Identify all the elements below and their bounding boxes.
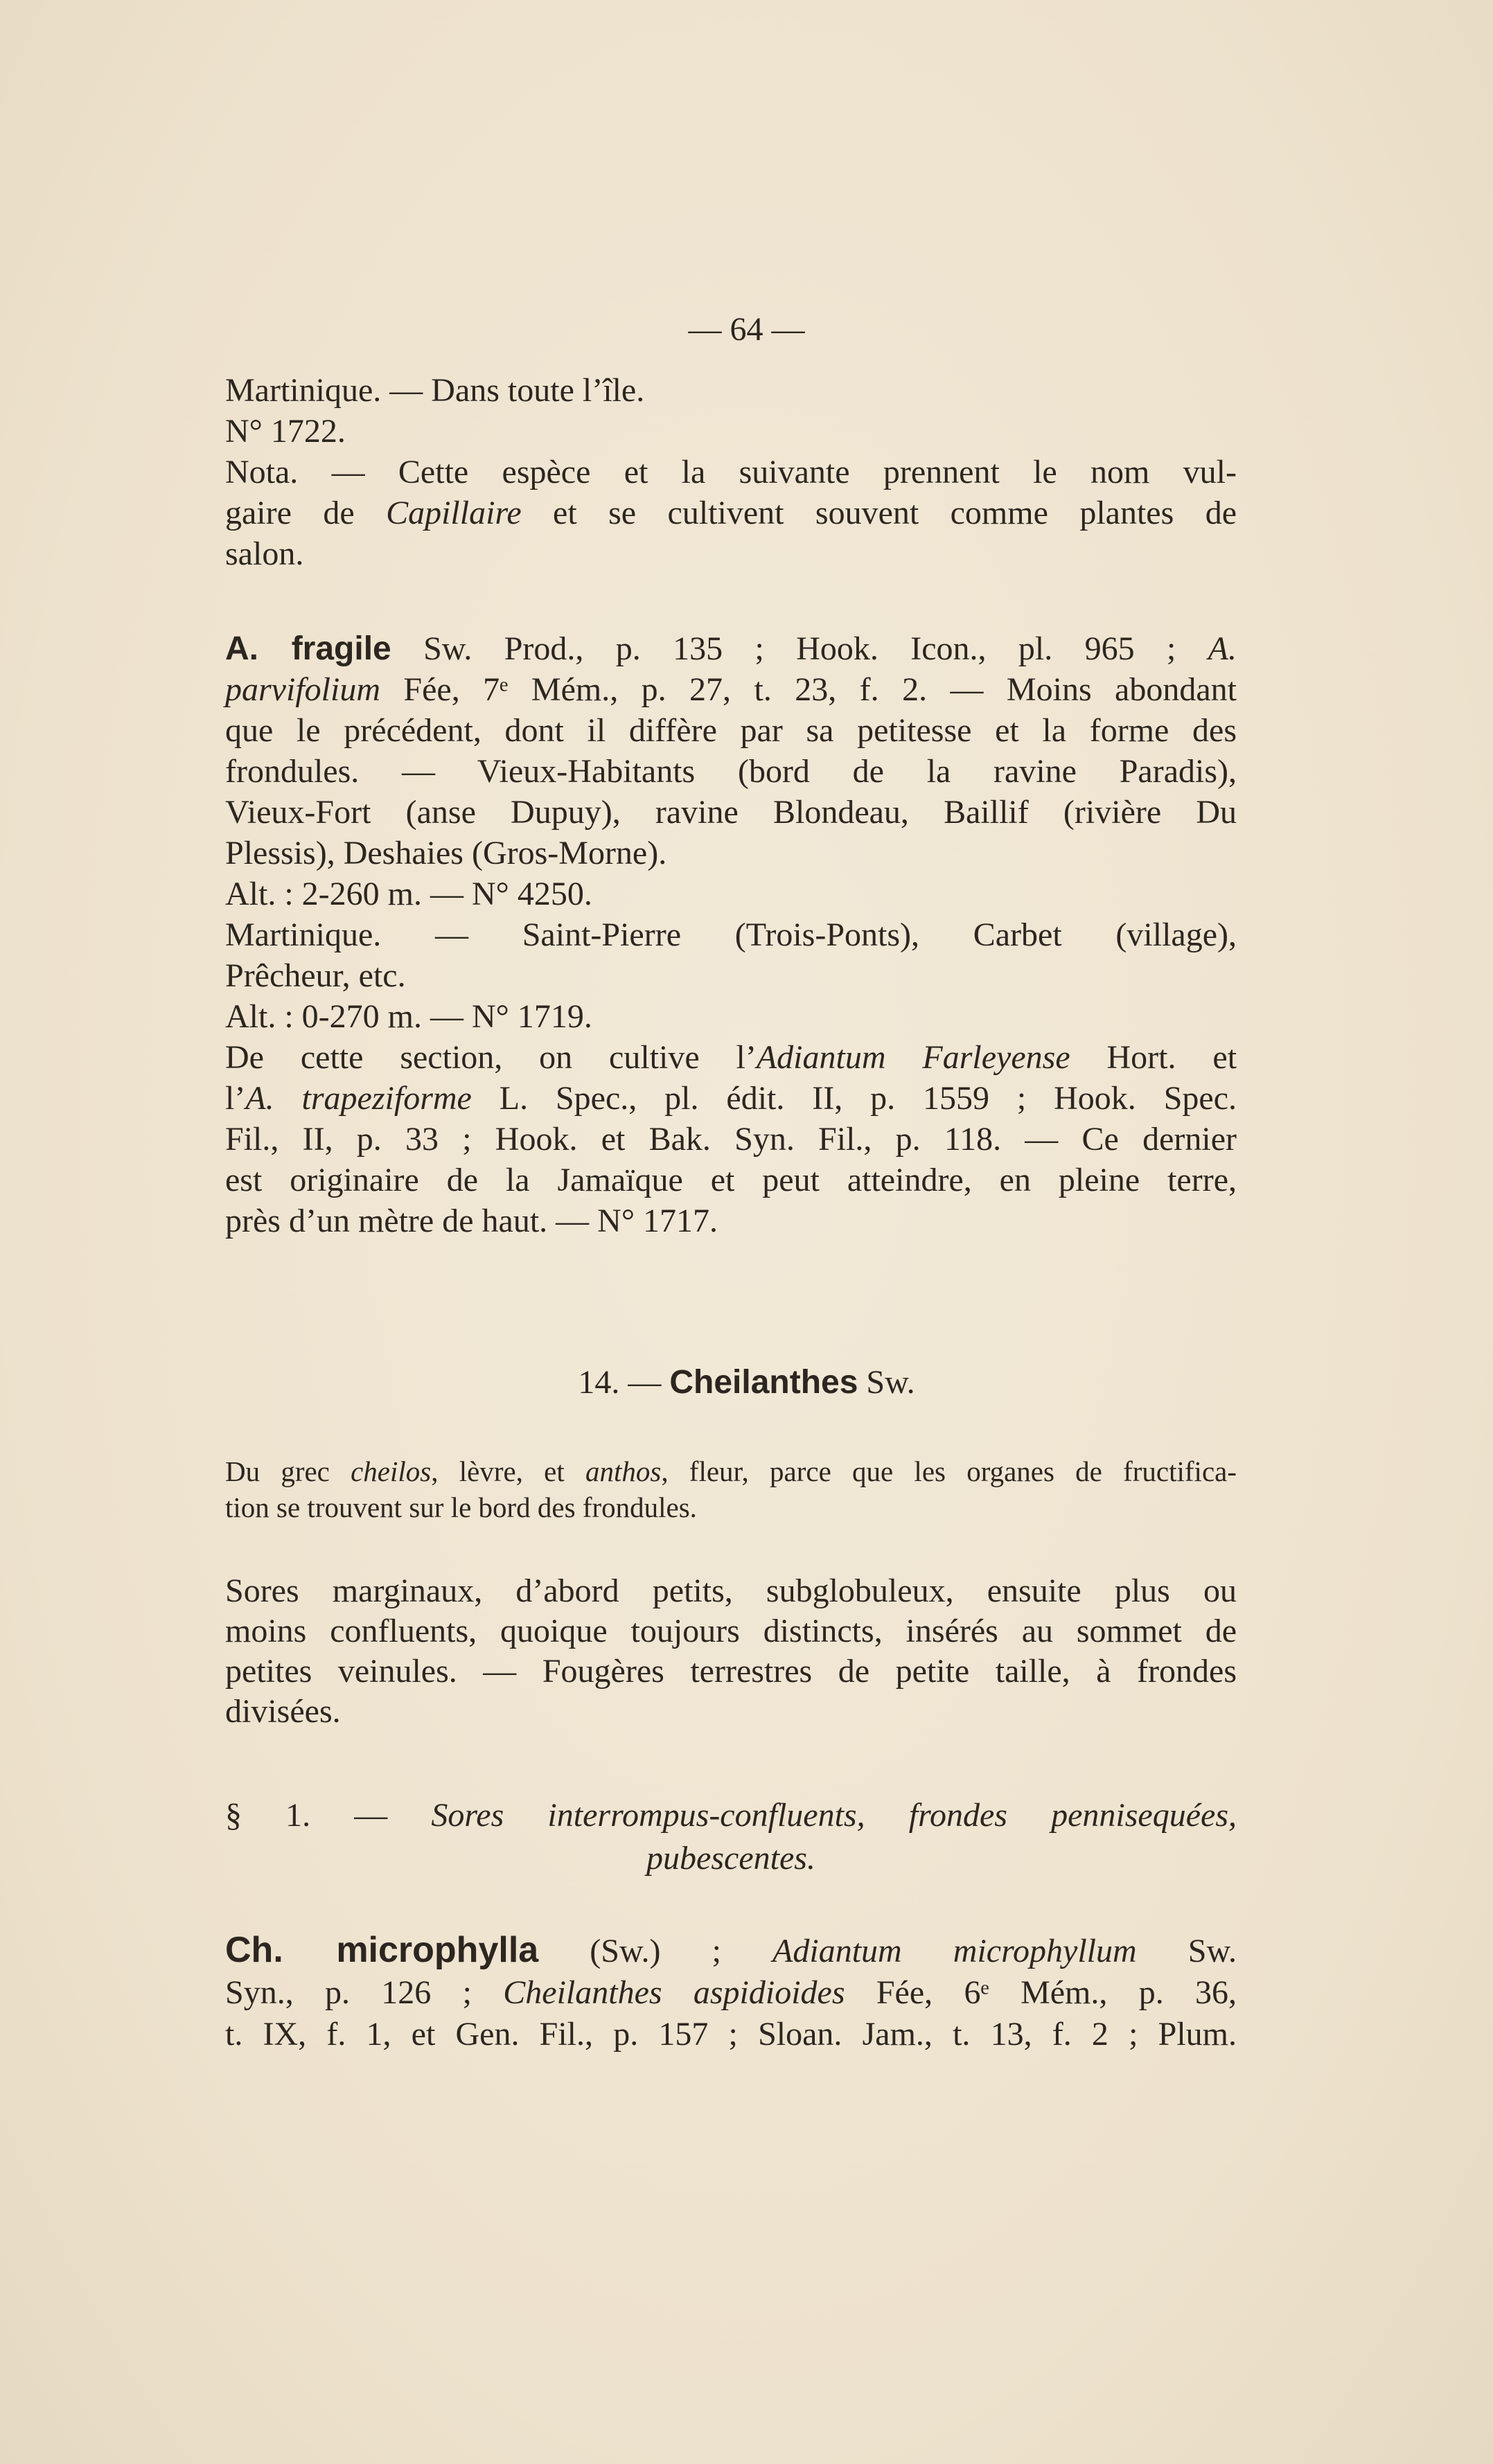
text-fragment: L. Spec., pl. édit. II, p. 1559 ; Hook. Spec. bbox=[471, 1080, 1237, 1117]
text-fragment: (Sw.) ; bbox=[538, 1933, 773, 1969]
text-line: N° 1722. bbox=[225, 413, 346, 450]
paragraph-martinique-intro bbox=[225, 370, 1237, 574]
text-line bbox=[225, 1611, 1237, 1651]
text-line: Alt. : 0-270 m. — N° 1719. bbox=[225, 998, 592, 1035]
italic-term: parvifolium bbox=[225, 671, 380, 708]
text-fragment: gaire de bbox=[225, 495, 387, 531]
text-line bbox=[225, 914, 1237, 955]
text-line-content: Sores marginaux, d’abord petits, subglobuleux, ensuite plus ou bbox=[225, 1572, 1237, 1609]
text-line bbox=[225, 1929, 1237, 1972]
subsection-heading bbox=[225, 1794, 1237, 1880]
text-fragment: , fleur, parce que les organes de fructifica- bbox=[661, 1455, 1237, 1487]
text-line-content: moins confluents, quoique toujours distincts, insérés au sommet de bbox=[225, 1613, 1237, 1649]
species-name: A. fragile bbox=[225, 630, 391, 667]
italic-term: Adiantum microphyllum bbox=[772, 1933, 1137, 1969]
italic-term: anthos bbox=[585, 1455, 662, 1487]
text-line bbox=[225, 1037, 1237, 1078]
genus-name: Cheilanthes bbox=[669, 1364, 858, 1401]
text-fragment: Sw. Prod., p. 135 ; Hook. Icon., pl. 965 ; bbox=[391, 630, 1208, 667]
text-line bbox=[225, 1972, 1237, 2014]
text-line-content: Fil., II, p. 33 ; Hook. et Bak. Syn. Fil., p. 118. — Ce dernier bbox=[225, 1121, 1237, 1158]
text-fragment: et se cultivent souvent comme plantes de bbox=[521, 495, 1237, 531]
italic-term: Sores interrompus-confluents, frondes pennisequées, bbox=[431, 1797, 1237, 1834]
text-line: près d’un mètre de haut. — N° 1717. bbox=[225, 1203, 718, 1239]
text-line bbox=[225, 1651, 1237, 1692]
text-fragment: Sw. bbox=[1136, 1933, 1237, 1969]
species-entry-ch-microphylla bbox=[225, 1929, 1237, 2055]
text-line bbox=[225, 1453, 1237, 1489]
italic-term: Capillaire bbox=[386, 495, 522, 531]
genus-author: Sw. bbox=[858, 1364, 915, 1401]
italic-term: cheilos bbox=[351, 1455, 432, 1487]
text-line-content: petites veinules. — Fougères terrestres de petite taille, à frondes bbox=[225, 1653, 1237, 1690]
text-line bbox=[225, 1794, 1237, 1837]
subsection-prefix: § 1. — bbox=[225, 1797, 432, 1834]
text-line: Prêcheur, etc. bbox=[225, 957, 406, 994]
section-heading-cheilanthes bbox=[0, 1363, 1493, 1401]
text-line-content: frondules. — Vieux-Habitants (bord de la ravine Paradis), bbox=[225, 753, 1237, 790]
page-number: — 64 — bbox=[688, 311, 805, 348]
text-line bbox=[225, 669, 1237, 710]
text-line: tion se trouvent sur le bord des frondules. bbox=[225, 1491, 697, 1523]
text-fragment: , lèvre, et bbox=[431, 1455, 585, 1487]
text-line: salon. bbox=[225, 535, 304, 572]
text-line-content: t. IX, f. 1, et Gen. Fil., p. 157 ; Sloan. Jam., t. 13, f. 2 ; Plum. bbox=[225, 2016, 1237, 2053]
text-fragment: Syn., p. 126 ; bbox=[225, 1974, 504, 2011]
text-line: divisées. bbox=[225, 1693, 341, 1730]
text-fragment: De cette section, on cultive l’ bbox=[225, 1039, 757, 1076]
text-line-content: Vieux-Fort (anse Dupuy), ravine Blondeau, Baillif (rivière Du bbox=[225, 794, 1237, 831]
text-line bbox=[225, 2014, 1237, 2055]
text-line: Alt. : 2-260 m. — N° 4250. bbox=[225, 876, 592, 912]
text-line bbox=[225, 493, 1237, 533]
text-line bbox=[225, 792, 1237, 833]
italic-term: Adiantum Farleyense bbox=[756, 1039, 1070, 1076]
italic-term: A. bbox=[1208, 630, 1237, 667]
text-fragment: Hort. et bbox=[1070, 1039, 1237, 1076]
genus-description bbox=[225, 1571, 1237, 1732]
text-line: pubescentes. bbox=[646, 1840, 815, 1877]
species-name: Ch. microphylla bbox=[225, 1930, 539, 1970]
paragraph-a-fragile bbox=[225, 628, 1237, 1241]
text-line-content: que le précédent, dont il diffère par sa petitesse et la forme des bbox=[225, 712, 1237, 749]
text-line-content: Martinique. — Saint-Pierre (Trois-Ponts), Carbet (village), bbox=[225, 916, 1237, 953]
text-fragment: l’ bbox=[225, 1080, 246, 1117]
text-line bbox=[225, 628, 1237, 669]
text-line bbox=[225, 710, 1237, 751]
text-line bbox=[225, 1571, 1237, 1611]
etymology-note bbox=[225, 1453, 1237, 1525]
text-line: Martinique. — Dans toute l’île. bbox=[225, 372, 645, 409]
text-line bbox=[225, 452, 1237, 493]
text-line bbox=[225, 1160, 1237, 1200]
text-line bbox=[225, 1119, 1237, 1160]
text-fragment: Fée, 7ᵉ Mém., p. 27, t. 23, f. 2. — Moins abondant bbox=[380, 671, 1237, 708]
italic-term: A. trapeziforme bbox=[245, 1080, 472, 1117]
text-fragment: Fée, 6ᵉ Mém., p. 36, bbox=[845, 1974, 1237, 2011]
text-line bbox=[225, 751, 1237, 792]
italic-term: Cheilanthes aspidioides bbox=[503, 1974, 845, 2011]
text-line bbox=[225, 1078, 1237, 1119]
section-number: 14. — bbox=[578, 1364, 670, 1401]
text-fragment: Du grec bbox=[225, 1455, 351, 1487]
text-line-content: est originaire de la Jamaïque et peut atteindre, en pleine terre, bbox=[225, 1162, 1237, 1198]
text-line: Plessis), Deshaies (Gros-Morne). bbox=[225, 835, 667, 871]
text-line-content: Nota. — Cette espèce et la suivante prennent le nom vul- bbox=[225, 454, 1237, 490]
